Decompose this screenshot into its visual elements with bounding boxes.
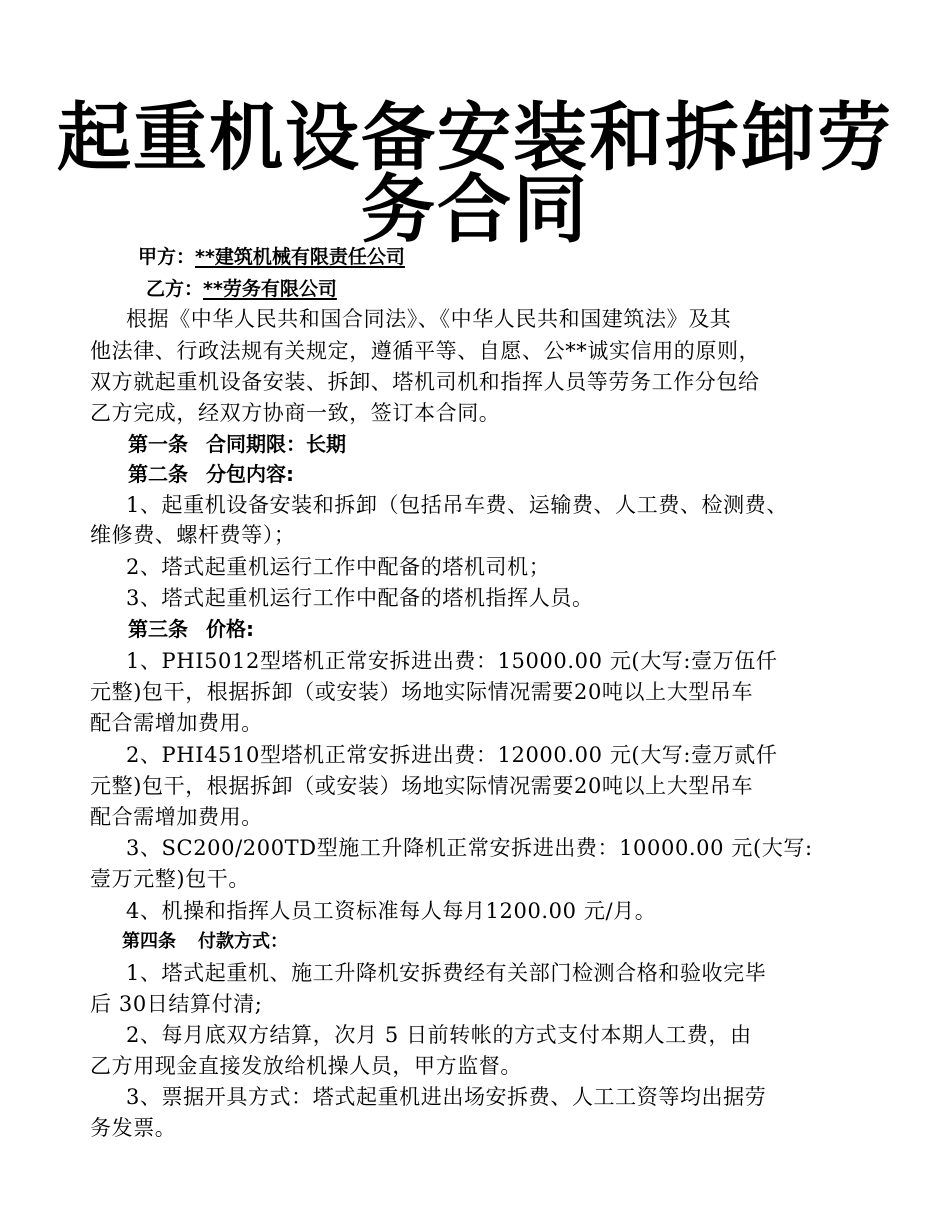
article-2-line: 2、塔式起重机运行工作中配备的塔机司机； (126, 555, 551, 579)
article-1-label: 第一条 (128, 432, 188, 456)
preamble-line: 根据《中华人民共和国合同法》、《中华人民共和国建筑法》及其 (126, 307, 732, 331)
party-b (146, 276, 337, 302)
article-2-title: 分包内容: (206, 462, 294, 486)
party-a-label: 甲方： (138, 246, 196, 268)
article-1-heading (128, 430, 346, 458)
article-2-line: 维修费、螺杆费等）； (90, 523, 296, 547)
article-1-title: 合同期限：长期 (206, 432, 346, 456)
preamble-line: 双方就起重机设备安装、拆卸、塔机司机和指挥人员等劳务工作分包给 (90, 370, 760, 394)
party-b-label: 乙方： (146, 278, 204, 300)
article-4-line: 后 30日结算付清; (90, 992, 263, 1016)
document-title-line-2: 务合同 (361, 167, 589, 253)
document-title-line-1: 起重机设备安装和拆卸劳 (57, 95, 893, 181)
party-a-name: **建筑机械有限责任公司 (195, 246, 405, 268)
article-3-line: 1、PHI5012型塔机正常安拆进出费：15000.00 元(大写:壹万伍仟 (126, 649, 778, 673)
article-3-line: 壹万元整)包干。 (90, 867, 250, 891)
preamble-line: 他法律、行政法规有关规定，遵循平等、自愿、公**诚实信用的原则， (90, 339, 761, 363)
party-b-name: **劳务有限公司 (203, 278, 337, 300)
article-4-line: 务发票。 (90, 1116, 177, 1140)
article-4-line: 1、塔式起重机、施工升降机安拆费经有关部门检测合格和验收完毕 (126, 961, 767, 985)
article-3-line: 元整)包干，根据拆卸（或安装）场地实际情况需要20吨以上大型吊车 (90, 774, 754, 798)
article-2-label: 第二条 (128, 462, 188, 486)
article-3-heading (128, 615, 254, 643)
article-3-line: 4、机操和指挥人员工资标准每人每月1200.00 元/月。 (126, 899, 657, 923)
preamble-line: 乙方完成，经双方协商一致，签订本合同。 (90, 401, 501, 425)
article-4-heading (122, 928, 288, 956)
article-4-label: 第四条 (122, 931, 176, 952)
article-3-line: 配合需增加费用。 (90, 711, 263, 735)
article-3-line: 元整)包干，根据拆卸（或安装）场地实际情况需要20吨以上大型吊车 (90, 680, 754, 704)
article-4-line: 3、票据开具方式：塔式起重机进出场安拆费、人工工资等均出据劳 (126, 1085, 767, 1109)
article-3-title: 价格: (206, 617, 254, 641)
article-4-line: 乙方用现金直接发放给机操人员，甲方监督。 (90, 1054, 522, 1078)
article-3-line: 配合需增加费用。 (90, 805, 263, 829)
article-3-label: 第三条 (128, 617, 188, 641)
article-4-title: 付款方式： (198, 931, 288, 952)
article-3-line: 3、SC200/200TD型施工升降机正常安拆进出费：10000.00 元(大写: (126, 836, 813, 860)
article-2-heading (128, 460, 294, 488)
party-a (138, 244, 405, 270)
article-2-line: 1、起重机设备安装和拆卸（包括吊车费、运输费、人工费、检测费、 (126, 493, 788, 517)
article-4-line: 2、每月底双方结算，次月 5 日前转帐的方式支付本期人工费，由 (126, 1023, 752, 1047)
article-3-line: 2、PHI4510型塔机正常安拆进出费：12000.00 元(大写:壹万贰仟 (126, 743, 778, 767)
article-2-line: 3、塔式起重机运行工作中配备的塔机指挥人员。 (126, 586, 594, 610)
